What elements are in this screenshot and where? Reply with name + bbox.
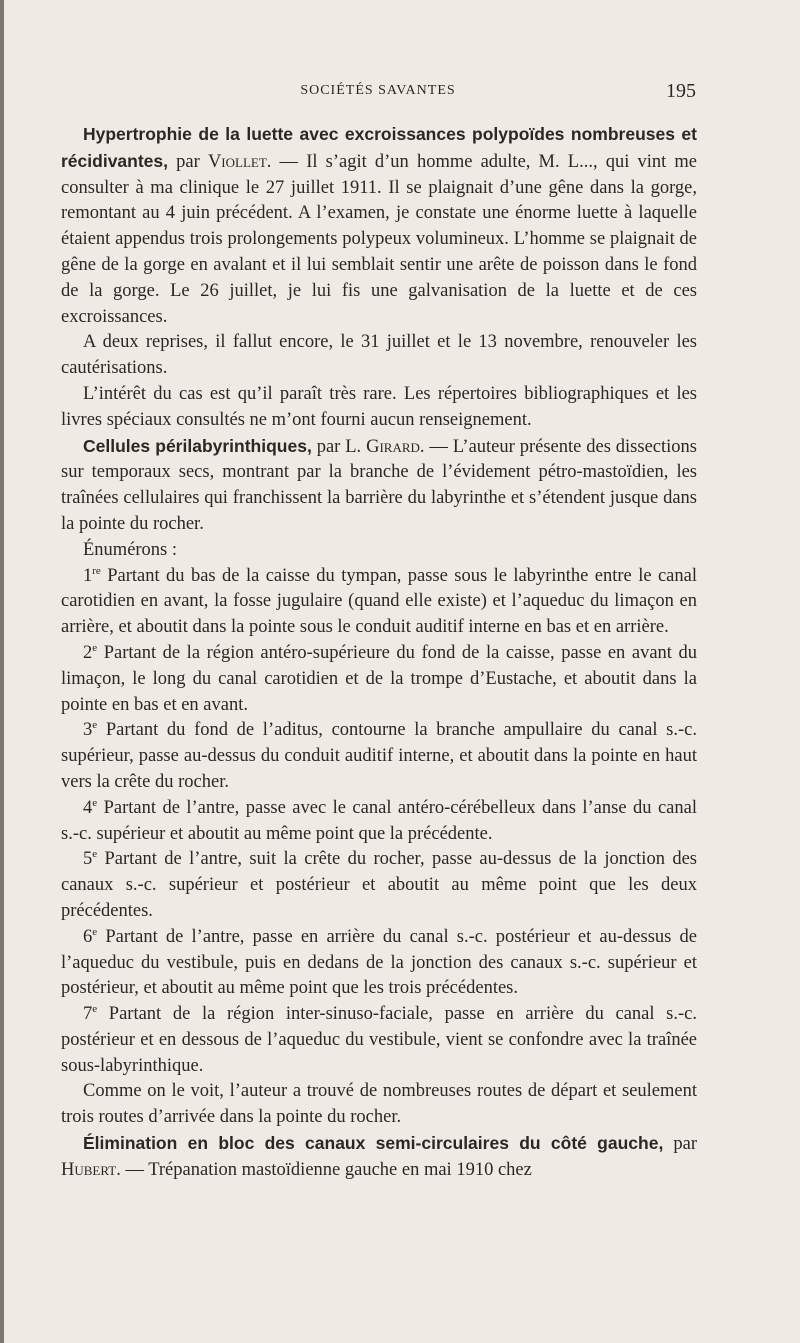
list-item xyxy=(61,718,697,795)
item-number: 7 xyxy=(83,1004,93,1025)
item-ordinal: e xyxy=(92,925,98,938)
author-name: Girard xyxy=(366,436,420,457)
paragraph: A deux reprises, il fallut encore, le 31 juillet et le 13 novembre, renouveler les cautérisations. xyxy=(61,332,697,379)
item-text: Partant de la région antéro-supérieure du fond de la caisse, passe en avant du limaçon, le long du canal carotidien et de la trompe d’Eustache, et aboutit dans la pointe en bas et en avant. xyxy=(61,642,697,715)
author-name: Hubert xyxy=(61,1159,117,1180)
item-ordinal: e xyxy=(92,796,98,809)
item-ordinal: e xyxy=(92,848,98,861)
enumeration-heading: Énumérons : xyxy=(83,539,178,560)
item-text: Partant du bas de la caisse du tympan, passe sous le labyrinthe entre le canal carotidien en avant, la fosse jugulaire (quand elle existe) et l’aqueduc du limaçon en arrière, et aboutit dans la pointe sous le conduit auditif interne en bas et en arrière. xyxy=(61,565,697,638)
article-title: Hypertrophie de la luette avec excroissances polypoïdes nombreuses et récidivantes, xyxy=(61,124,697,171)
item-text: Partant de l’antre, passe en arrière du canal s.-c. postérieur et au-dessus de l’aqueduc du vestibule, puis en dedans de la jonction des canaux s.-c. supérieur et postérieur, et aboutit au même point que les trois précédentes. xyxy=(61,926,697,999)
list-item xyxy=(61,925,697,1002)
item-ordinal: e xyxy=(92,641,98,654)
page-edge-shadow xyxy=(0,0,4,1343)
author-by: par xyxy=(673,1134,697,1155)
author-by: par L. xyxy=(316,436,362,457)
list-item xyxy=(61,564,697,641)
running-title: SOCIÉTÉS SAVANTES xyxy=(300,83,456,98)
item-number: 4 xyxy=(83,797,93,818)
item-text: Partant de la région inter-sinuso-faciale, passe en arrière du canal s.-c. postérieur et en dessous de l’aqueduc du vestibule, vient se confondre avec la traînée sous-labyrinthique. xyxy=(61,1004,697,1076)
paragraph: L’intérêt du cas est qu’il paraît très rare. Les répertoires bibliographiques et les livres spéciaux consultés ne m’ont fourni aucun renseignement. xyxy=(61,383,697,430)
paragraph-text: . — Il s’agit d’un homme adulte, M. L..., qui vint me consulter à ma clinique le 27 juillet 1911. Il se plaignait d’une gêne dans la gorge, remontant au 4 juin précédent. A l’examen, je constate une énorme luette à laquelle étaient appendus trois prolongements polypeux volumineux. L’homme se plaignait de gêne de la gorge en avalant et il lui semblait sentir une arête de poisson dans le fond de la gorge. Le 26 juillet, je lui fis une galvanisation de la luette et de ces excroissances. xyxy=(61,151,698,327)
item-number: 5 xyxy=(83,849,93,870)
article-elimination-paragraph xyxy=(61,1131,697,1184)
article-cellules-paragraph xyxy=(61,434,697,538)
item-text: Partant du fond de l’aditus, contourne la branche ampullaire du canal s.-c. supérieur, passe au-dessus du conduit auditif interne, et aboutit dans la pointe en haut vers la crête du rocher. xyxy=(61,720,697,792)
author-name: Viollet xyxy=(207,151,267,172)
paragraph-text: . — Trépanation mastoïdienne gauche en mai 1910 chez xyxy=(116,1159,532,1180)
item-text: Partant de l’antre, passe avec le canal antéro-cérébelleux dans l’anse du canal s.-c. supérieur et aboutit au même point que la précédente. xyxy=(61,797,697,844)
paragraph: Comme on le voit, l’auteur a trouvé de nombreuses routes de départ et seulement trois routes d’arrivée dans la pointe du rocher. xyxy=(61,1081,697,1128)
item-number: 2 xyxy=(83,642,93,663)
item-ordinal: re xyxy=(92,564,101,577)
article-hypertrophie-paragraph xyxy=(61,122,697,330)
page-number: 195 xyxy=(666,80,696,102)
item-number: 6 xyxy=(83,926,93,947)
running-head xyxy=(60,78,696,104)
item-number: 3 xyxy=(83,720,93,741)
list-item xyxy=(61,847,697,924)
author-by: par xyxy=(176,151,200,172)
article-title: Élimination en bloc des canaux semi-circulaires du côté gauche, xyxy=(83,1133,664,1154)
paragraph-text: . — L’auteur présente des dissections sur temporaux secs, montrant par la branche de l’évidement pétro-mastoïdien, les traînées cellulaires qui franchissent la barrière du labyrinthe et s’étendent jusque dans la pointe du rocher. xyxy=(61,436,697,534)
item-ordinal: e xyxy=(92,719,98,732)
item-text: Partant de l’antre, suit la crête du rocher, passe au-dessus de la jonction des canaux s.-c. supérieur et postérieur et aboutit au même point que les deux précédentes. xyxy=(61,849,697,921)
list-item xyxy=(61,1002,697,1079)
item-number: 1 xyxy=(83,565,93,586)
body-text xyxy=(61,122,697,1184)
list-item xyxy=(61,641,697,718)
list-item xyxy=(61,796,697,848)
article-title: Cellules périlabyrinthiques, xyxy=(83,435,312,456)
item-ordinal: e xyxy=(92,1002,98,1015)
